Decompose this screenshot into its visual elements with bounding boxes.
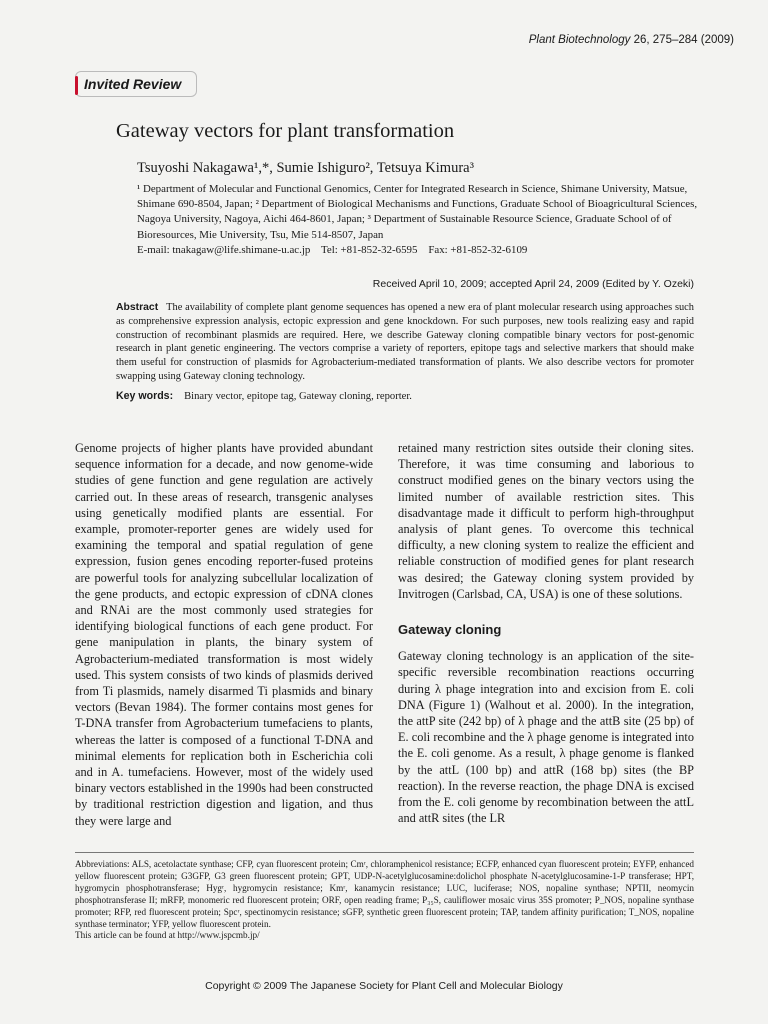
body-column-left xyxy=(75,440,373,829)
affiliation-text: ¹ Department of Molecular and Functional Genomics, Center for Integrated Research in Science, Shimane University, Matsue, Shimane 690-8504, Japan; ² Department of Biological Mechanisms and Functions, Graduate School of Bioagricultural Sciences, Nagoya University, Nagoya, Aichi 464-8601, Japan; ³ Department of Sustainable Resource Science, Graduate School of of Bioresources, Mie University, Tsu, Mie 514-8507, Japan xyxy=(137,183,698,241)
journal-citation xyxy=(529,34,734,46)
abstract-text: The availability of complete plant genome sequences has opened a new era of plant molecular research using approaches such as comprehensive expression analysis, ectopic expression and gene knockdown. For such purposes, new tools realizing easy and rapid construction of recombinant plasmids are required. Here, we describe Gateway cloning compatible binary vectors for post-genomic research in plant genetic engineering. The vectors comprise a variety of reporters, epitope tags and selective markers that should make them useful for construction of plasmids for Agrobacterium-mediated transformation of plants. We also describe vectors for promoter swapping using Gateway cloning technology. xyxy=(116,302,694,382)
footnote-divider xyxy=(75,852,694,853)
abbreviations: Abbreviations: ALS, acetolactate synthase; CFP, cyan fluorescent protein; Cmʳ, chloramphenicol resistance; ECFP, enhanced cyan fluorescent protein; EYFP, enhanced yellow fluorescent protein; G3GFP, G3 green fluorescent protein; GPT, UDP-N-acetylglucosamine:dolichol phosphate N-acetylglucosamine-1-P transferase; HPT, hygromycin phosphotransferase; Hygʳ, hygromycin resistance; Kmʳ, kanamycin resistance; LUC, luciferase; NOS, nopaline synthase; NPTII, neomycin phosphotransferase II; mRFP, monomeric red fluorescent protein; ORF, open reading frame; P₃₅S, cauliflower mosaic virus 35S promoter; P_NOS, nopaline synthase promoter; RFP, red fluorescent protein; Spcʳ, spectinomycin resistance; sGFP, synthetic green fluorescent protein; TAP, tandem affinity purification; T_NOS, nopaline synthase terminator; YFP, yellow fluorescent protein. xyxy=(75,859,694,929)
keywords-label: Key words: xyxy=(116,390,174,402)
journal-name: Plant Biotechnology xyxy=(528,34,631,46)
journal-volume-pages: 26, 275–284 (2009) xyxy=(630,34,734,46)
article-type-label: Invited Review xyxy=(84,76,182,92)
keywords xyxy=(116,390,412,402)
article-title: Gateway vectors for plant transformation xyxy=(116,120,455,142)
contact-info: E-mail: tnakagaw@life.shimane-u.ac.jp Tel: +81-852-32-6595 Fax: +81-852-32-6109 xyxy=(137,243,528,256)
author-list: Tsuyoshi Nakagawa¹,*, Sumie Ishiguro², Tetsuya Kimura³ xyxy=(137,160,474,176)
body-column-right xyxy=(398,440,694,826)
body-paragraph: retained many restriction sites outside their cloning sites. Therefore, it was time consuming and laborious to construct modified genes on the binary vectors using the limited number of available restriction sites. This disadvantage made it difficult to perform high-throughput analysis of plant genes. To overcome this technical difficulty, a new cloning system to realize the efficient and reliable construction of modified genes for plant research was desired; the Gateway cloning system provided by Invitrogen (Carlsbad, CA, USA) is one of these solutions. xyxy=(398,441,694,601)
tag-accent-bar xyxy=(75,76,78,95)
copyright-footer: Copyright © 2009 The Japanese Society for Plant Cell and Molecular Biology xyxy=(205,980,563,992)
affiliations xyxy=(137,182,717,258)
section-heading: Gateway cloning xyxy=(398,622,502,638)
footnotes xyxy=(75,859,694,942)
abstract xyxy=(116,301,694,384)
received-dates: Received April 10, 2009; accepted April 24, 2009 (Edited by Y. Ozeki) xyxy=(372,278,694,290)
availability-note: This article can be found at http://www.jspcmb.jp/ xyxy=(75,930,260,941)
abstract-label: Abstract xyxy=(116,302,159,313)
body-paragraph: Genome projects of higher plants have provided abundant sequence information for a decade, and now genome-wide studies of gene function and gene regulation are actively carried out. In these areas of research, transgenic analyses using genetically modified plants are essential. For example, promoter-reporter genes are widely used for examining the temporal and spatial regulation of gene expression, fusion genes encoding reporter-fused proteins are powerful tools for analyzing subcellular localization of the gene products, and ectopic expression of cDNA clones and RNAi are the most commonly used strategies for identifying biological functions of each gene product. For gene manipulation in plants, the binary system of Agrobacterium-mediated transformation is most widely used. This system consists of two kinds of plasmids derived from Ti plasmids, namely disarmed Ti plasmids and binary vectors (Bevan 1984). The former contains most genes for T-DNA transfer from Agrobacterium tumefaciens to plants, whereas the latter is composed of a functional T-DNA and minimal elements for replication both in Escherichia coli and in A. tumefaciens. However, most of the widely used binary vectors established in the 1990s had been constructed by traditional restriction digestion and ligation, and thus they were large and xyxy=(75,441,373,828)
body-paragraph: Gateway cloning technology is an application of the site-specific reversible recombination reactions occurring during λ phage integration into and excision from E. coli DNA (Figure 1) (Walhout et al. 2000). In the integration, the attP site (242 bp) of λ phage and the attB site (25 bp) of E. coli recombine and the λ phage genome is integrated into the E. coli genome. As a result, λ phage genome is flanked by the attL (100 bp) and attR (168 bp) sites (the BP reaction). In the reverse reaction, the phage DNA is excised from the E. coli genome by recombination between the attL and attR sites (the LR xyxy=(398,649,694,826)
article-type-tag xyxy=(75,71,197,97)
keywords-text: Binary vector, epitope tag, Gateway cloning, reporter. xyxy=(184,391,412,402)
